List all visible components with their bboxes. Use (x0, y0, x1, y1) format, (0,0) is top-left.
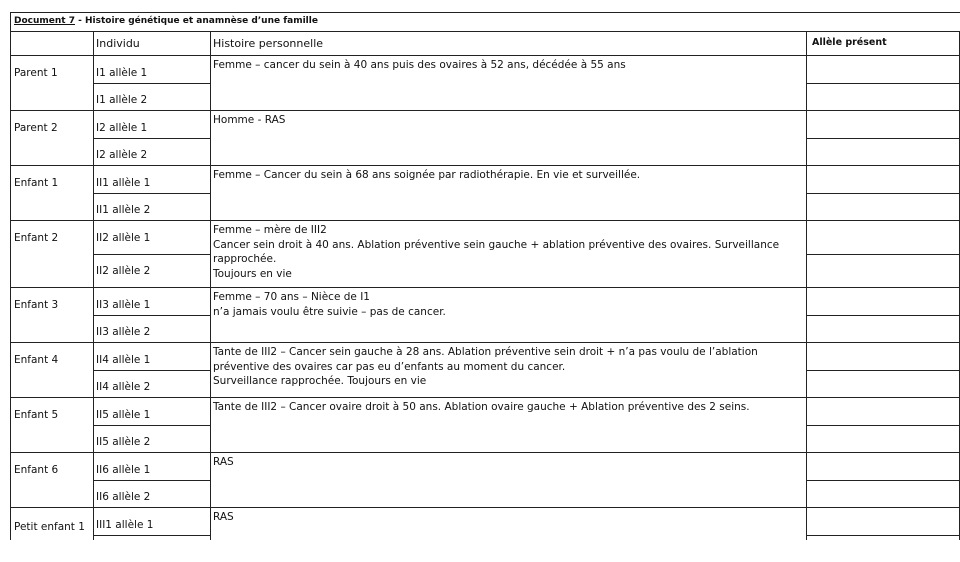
allele-2-label: II6 allèle 2 (96, 491, 151, 503)
document-title (14, 16, 318, 26)
allele-present-cell-2[interactable] (807, 316, 959, 342)
allele-2-label: II2 allèle 2 (96, 265, 151, 277)
allele-2-label: II1 allèle 2 (96, 204, 151, 216)
personal-history: RAS (213, 456, 234, 468)
title-divider (10, 31, 960, 32)
allele-subrow-divider (93, 425, 210, 426)
allele-subrow-divider (93, 193, 210, 194)
allele-present-cell-2[interactable] (807, 84, 959, 110)
allele-subrow-divider (93, 535, 210, 536)
personal-history: Femme – cancer du sein à 40 ans puis des ovaires à 52 ans, décédée à 55 ans (213, 59, 626, 71)
allele-subrow-divider (93, 254, 210, 255)
allele-present-cell-2[interactable] (807, 371, 959, 397)
allele-subrow-divider (93, 83, 210, 84)
allele-present-cell-2[interactable] (807, 194, 959, 220)
personal-history: Homme - RAS (213, 114, 286, 126)
document-title-text: - Histoire génétique et anamnèse d’une famille (74, 16, 318, 26)
allele-2-label: I1 allèle 2 (96, 94, 148, 106)
allele-subrow-divider (93, 315, 210, 316)
allele-present-cell-2[interactable] (807, 481, 959, 507)
allele-subrow-divider (93, 480, 210, 481)
row-label: Petit enfant 1 (14, 521, 85, 533)
personal-history: Femme – mère de III2 Cancer sein droit à 40 ans. Ablation préventive sein gauche + ablation préventive des ovaires. Surveillance rapprochée. Toujours en vie (213, 224, 780, 280)
allele-present-cell-1[interactable] (807, 56, 959, 83)
allele-present-cell-1[interactable] (807, 398, 959, 425)
allele-1-label: II1 allèle 1 (96, 177, 151, 189)
allele-1-label: II6 allèle 1 (96, 464, 151, 476)
history-col-divider (210, 31, 211, 540)
personal-history: Femme – Cancer du sein à 68 ans soignée par radiothérapie. En vie et surveillée. (213, 169, 641, 181)
allele-2-label: I2 allèle 2 (96, 149, 148, 161)
allele-1-label: II3 allèle 1 (96, 299, 151, 311)
row-label: Enfant 3 (14, 299, 59, 311)
allele-subrow-divider (93, 138, 210, 139)
allele-present-cell-1[interactable] (807, 288, 959, 315)
personal-history: RAS (213, 511, 234, 523)
allele-1-label: II2 allèle 1 (96, 232, 151, 244)
row-label: Enfant 5 (14, 409, 59, 421)
allele-present-cell-2[interactable] (807, 426, 959, 452)
title-left-border (10, 12, 11, 32)
header-allele-present: Allèle présent (812, 37, 887, 48)
document-label: Document 7 (14, 16, 75, 26)
header-bottom-left (10, 55, 210, 56)
row-label: Parent 2 (14, 122, 58, 134)
personal-history: Tante de III2 – Cancer ovaire droit à 50 ans. Ablation ovaire gauche + Ablation préventive des 2 seins. (213, 401, 750, 413)
header-individu: Individu (96, 37, 140, 50)
allele-1-label: I2 allèle 1 (96, 122, 148, 134)
individu-col-divider (93, 31, 94, 540)
allele-present-cell-1[interactable] (807, 508, 959, 535)
table-top-border (10, 12, 960, 13)
allele-1-label: I1 allèle 1 (96, 67, 148, 79)
row-label: Parent 1 (14, 67, 58, 79)
allele-present-cell-1[interactable] (807, 453, 959, 480)
header-histoire: Histoire personnelle (213, 37, 324, 50)
allele-present-cell-1[interactable] (807, 111, 959, 138)
allele-1-label: III1 allèle 1 (96, 519, 154, 531)
allele-present-cell-2[interactable] (807, 255, 959, 287)
row-label: Enfant 4 (14, 354, 59, 366)
row-label: Enfant 1 (14, 177, 59, 189)
table-left-border (10, 31, 11, 540)
personal-history: Tante de III2 – Cancer sein gauche à 28 ans. Ablation préventive sein droit + n’a pas voulu de l’ablation préventive des ovaires car pas eu d’enfants au moment du cancer. Surveillance rapprochée. Toujours en vie (213, 346, 758, 387)
allele-subrow-divider (93, 370, 210, 371)
row-label: Enfant 6 (14, 464, 59, 476)
allele-present-cell-1[interactable] (807, 166, 959, 193)
allele-2-label: II4 allèle 2 (96, 381, 151, 393)
allele-present-cell-2[interactable] (807, 139, 959, 165)
allele-2-label: II5 allèle 2 (96, 436, 151, 448)
allele-1-label: II5 allèle 1 (96, 409, 151, 421)
allele-1-label: II4 allèle 1 (96, 354, 151, 366)
allele-2-label: II3 allèle 2 (96, 326, 151, 338)
allele-present-cell-1[interactable] (807, 343, 959, 370)
row-label: Enfant 2 (14, 232, 59, 244)
allele-present-cell-1[interactable] (807, 221, 959, 254)
personal-history: Femme – 70 ans – Nièce de I1 n’a jamais voulu être suivie – pas de cancer. (213, 291, 446, 318)
